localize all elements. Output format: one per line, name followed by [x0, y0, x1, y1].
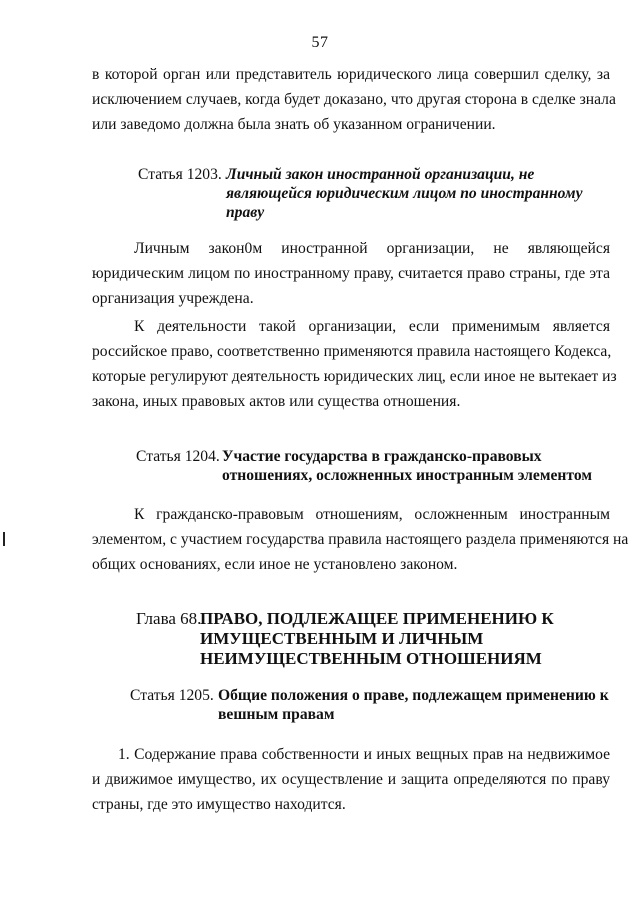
article-title-line: являющейся юридическим лицом по иностранному	[226, 185, 583, 202]
article-title-line: Участие государства в гражданско-правовых	[222, 448, 542, 465]
paragraph-continuation	[92, 62, 616, 137]
text-line: К гражданско-правовым отношениям, осложненным иностранным	[134, 506, 610, 523]
article-1203-paragraph-2	[92, 314, 617, 414]
text-line: исключением случаев, когда будет доказано, что другая сторона в сделке знала	[92, 91, 616, 108]
article-title-line: отношениях, осложненных иностранным элементом	[222, 467, 592, 484]
text-line: 1. Содержание права собственности и иных вещных прав на недвижимое	[118, 746, 610, 763]
chapter-title-line: ПРАВО, ПОДЛЕЖАЩЕЕ ПРИМЕНЕНИЮ К	[200, 609, 554, 628]
text-line: и движимое имущество, их осуществление и защита определяются по праву	[92, 771, 610, 788]
text-line: в которой орган или представитель юридического лица совершил сделку, за	[92, 66, 610, 83]
text-line: общих основаниях, если иное не установлено законом.	[92, 556, 458, 573]
article-label: Статья 1204.	[136, 448, 220, 465]
chapter-title-line: НЕИМУЩЕСТВЕННЫМ ОТНОШЕНИЯМ	[200, 649, 542, 668]
article-title-line: Общие положения о праве, подлежащем применению к	[218, 687, 609, 704]
article-1205-paragraph-1	[92, 742, 610, 817]
text-line: организация учреждена.	[92, 290, 254, 307]
text-line: закона, иных правовых актов или существа отношения.	[92, 393, 461, 410]
text-line: российское право, соответственно применяются правила настоящего Кодекса,	[92, 343, 612, 360]
margin-mark	[3, 532, 5, 546]
article-title-line: Личный закон иностранной организации, не	[226, 166, 535, 183]
text-line: юридическим лицом по иностранному праву, считается право страны, где эта	[92, 265, 610, 282]
text-line: элементом, с участием государства правила настоящего раздела применяются на	[92, 531, 629, 548]
chapter-label: Глава 68.	[136, 609, 202, 628]
article-title-line: вешным правам	[218, 706, 335, 723]
text-line: или заведомо должна была знать об указанном ограничении.	[92, 116, 496, 133]
chapter-title-line: ИМУЩЕСТВЕННЫМ И ЛИЧНЫМ	[200, 629, 484, 648]
article-title-line: праву	[226, 204, 265, 221]
page-number: 57	[311, 34, 329, 51]
text-line: страны, где это имущество находится.	[92, 796, 346, 813]
article-1204-paragraph-1	[92, 502, 629, 577]
text-line: Личным закон0м иностранной организации, не являющейся	[134, 240, 610, 257]
text-line: которые регулируют деятельность юридических лиц, если иное не вытекает из	[92, 368, 617, 385]
text-line: К деятельности такой организации, если применимым является	[134, 318, 610, 335]
article-label: Статья 1203.	[138, 166, 222, 183]
article-label: Статья 1205.	[130, 687, 214, 704]
article-1203-paragraph-1	[92, 236, 610, 311]
